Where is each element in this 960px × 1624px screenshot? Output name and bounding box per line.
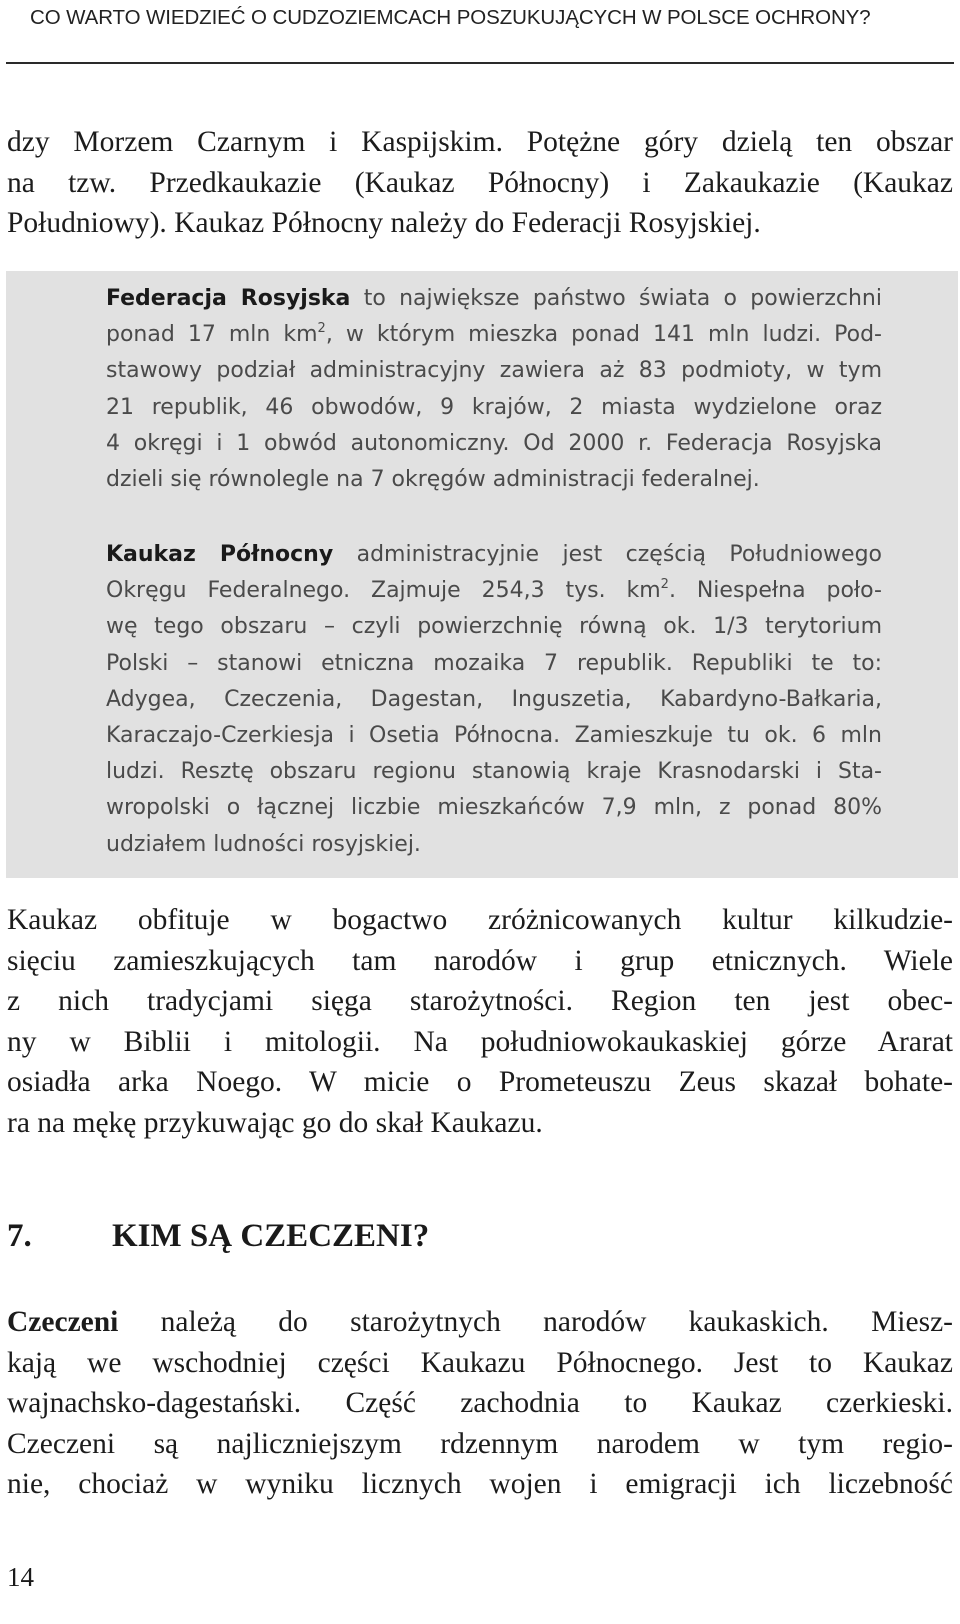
- text-fragment: należą do starożytnych narodów kaukaskich. Miesz-: [118, 1306, 953, 1338]
- text-line: nie, chociaż w wyniku licznych wojen i emigracji ich liczebność: [7, 1468, 953, 1501]
- text-fragment: , w którym mieszka ponad 141 mln ludzi. Pod-: [325, 322, 882, 348]
- text-fragment: . Niespełna poło-: [668, 578, 882, 604]
- text-line: [106, 281, 882, 317]
- text-line: wajnachsko-dagestański. Część zachodnia to Kaukaz czerkieski.: [7, 1387, 953, 1420]
- section-number: 7.: [7, 1218, 32, 1254]
- text-line: Adygea, Czeczenia, Dagestan, Inguszetia, Kabardyno-Bałkaria,: [106, 686, 882, 712]
- term-czeczeni: Czeczeni: [7, 1306, 119, 1338]
- text-line: [106, 537, 882, 573]
- section-title: KIM SĄ CZECZENI?: [112, 1218, 430, 1254]
- text-line: [106, 573, 882, 609]
- text-line: osiadła arka Noego. W micie o Prometeuszu Zeus skazał bohate-: [7, 1066, 953, 1099]
- text-fragment: Okręgu Federalnego. Zajmuje 254,3 tys. km: [106, 578, 661, 604]
- text-line: kają we wschodniej części Kaukazu Północnego. Jest to Kaukaz: [7, 1346, 953, 1379]
- info-box-paragraph-russia: [106, 281, 882, 498]
- text-line: Karaczajo-Czerkiesja i Osetia Północna. Zamieszkuje tu ok. 6 mln: [106, 722, 882, 748]
- text-line: Polski – stanowi etniczna mozaika 7 republik. Republiki te to:: [106, 650, 882, 676]
- running-header: CO WARTO WIEDZIEĆ O CUDZOZIEMCACH POSZUKUJĄCYCH W POLSCE OCHRONY?: [30, 6, 871, 29]
- text-line: 4 okręgi i 1 obwód autonomiczny. Od 2000 r. Federacja Rosyjska: [106, 430, 882, 456]
- text-line: wę tego obszaru – czyli powierzchnię równą ok. 1/3 terytorium: [106, 614, 882, 640]
- superscript: 2: [317, 321, 326, 337]
- text-line: udziałem ludności rosyjskiej.: [106, 831, 421, 857]
- page-number: 14: [7, 1562, 34, 1592]
- text-line: [106, 317, 882, 353]
- text-line: [7, 1302, 953, 1343]
- culture-paragraph: [7, 900, 953, 1144]
- superscript: 2: [660, 577, 669, 593]
- intro-paragraph: [7, 122, 953, 244]
- text-line: ny w Biblii i mitologii. Na południowokaukaskiej górze Ararat: [7, 1025, 953, 1058]
- text-line: sięciu zamieszkujących tam narodów i grup etnicznych. Wiele: [7, 944, 953, 977]
- text-line: Południowy). Kaukaz Północny należy do Federacji Rosyjskiej.: [7, 207, 761, 240]
- text-line: stawowy podział administracyjny zawiera aż 83 podmioty, w tym: [106, 358, 882, 384]
- text-line: dzy Morzem Czarnym i Kaspijskim. Potężne góry dzielą ten obszar: [7, 126, 953, 158]
- text-fragment: to największe państwo świata o powierzchni: [350, 286, 882, 311]
- text-line: na tzw. Przedkaukazie (Kaukaz Północny) i Zakaukazie (Kaukaz: [7, 166, 953, 199]
- section-heading: [7, 1218, 707, 1255]
- info-box-paragraph-north-caucasus: [106, 537, 882, 863]
- term-kaukaz-polnocny: Kaukaz Północny: [106, 542, 334, 567]
- text-line: z nich tradycjami sięga starożytności. Region ten jest obec-: [7, 985, 953, 1018]
- text-fragment: ponad 17 mln km: [106, 322, 318, 348]
- text-fragment: administracyjnie jest częścią Południowego: [333, 542, 882, 567]
- chechens-paragraph: [7, 1302, 953, 1505]
- text-line: dzieli się równolegle na 7 okręgów administracji federalnej.: [106, 466, 760, 492]
- text-line: ludzi. Resztę obszaru regionu stanowią kraje Krasnodarski i Sta-: [106, 759, 882, 785]
- text-line: 21 republik, 46 obwodów, 9 krajów, 2 miasta wydzielone oraz: [106, 394, 882, 420]
- text-line: ra na mękę przykuwając go do skał Kaukazu.: [7, 1106, 543, 1139]
- text-line: wropolski o łącznej liczbie mieszkańców 7,9 mln, z ponad 80%: [106, 795, 882, 821]
- text-line: Kaukaz obfituje w bogactwo zróżnicowanych kultur kilkudzie-: [7, 904, 953, 936]
- header-rule: [6, 62, 954, 64]
- text-line: Czeczeni są najliczniejszym rdzennym narodem w tym regio-: [7, 1427, 953, 1460]
- term-federacja-rosyjska: Federacja Rosyjska: [106, 286, 351, 311]
